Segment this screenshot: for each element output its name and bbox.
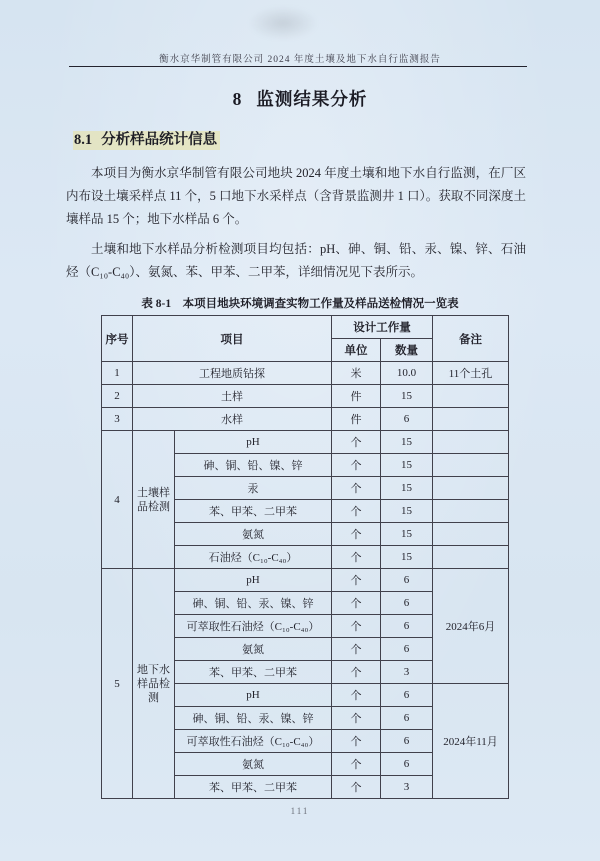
cell-param: 可萃取性石油烃（C₁₀-C₄₀）	[175, 615, 332, 638]
cell-unit: 米	[332, 362, 381, 385]
cell-remark	[433, 500, 509, 523]
cell-param: 苯、甲苯、二甲苯	[175, 661, 332, 684]
table-row	[102, 385, 509, 408]
cell-category-groundwater: 地下水样品检测	[133, 569, 175, 799]
cell-unit: 个	[332, 615, 381, 638]
header-design-workload: 设计工作量	[332, 316, 433, 339]
table-row	[102, 408, 509, 431]
cell-seq: 1	[102, 362, 133, 385]
cell-remark	[433, 431, 509, 454]
cell-param: 汞	[175, 477, 332, 500]
cell-qty: 15	[381, 546, 433, 569]
cell-remark	[433, 523, 509, 546]
cell-param: 可萃取性石油烃（C₁₀-C₄₀）	[175, 730, 332, 753]
cell-seq: 2	[102, 385, 133, 408]
header-qty: 数量	[381, 339, 433, 362]
cell-param: 砷、铜、铅、汞、镍、锌	[175, 592, 332, 615]
cell-unit: 个	[332, 753, 381, 776]
cell-unit: 个	[332, 454, 381, 477]
cell-unit: 个	[332, 569, 381, 592]
cell-unit: 件	[332, 408, 381, 431]
cell-param: 砷、铜、铅、镍、锌	[175, 454, 332, 477]
cell-unit: 个	[332, 661, 381, 684]
cell-qty: 6	[381, 753, 433, 776]
cell-unit: 个	[332, 707, 381, 730]
cell-param: 氨氮	[175, 638, 332, 661]
cell-unit: 个	[332, 500, 381, 523]
running-header: 衡水京华制管有限公司 2024 年度土壤及地下水自行监测报告	[159, 55, 441, 65]
cell-qty: 15	[381, 500, 433, 523]
section-heading	[73, 128, 600, 149]
cell-param: 石油烃（C₁₀-C₄₀）	[175, 546, 332, 569]
paragraph-sampling-points: 本项目为衡水京华制管有限公司地块 2024 年度土壤和地下水自行监测，在厂区内布设土壤采样点 11 个，5 口地下水采样点（含背景监测井 1 口）。获取不同深度土壤样品 15 个；地下水样品 6 个。	[66, 166, 526, 226]
header-remark: 备注	[433, 316, 509, 362]
cell-unit: 件	[332, 385, 381, 408]
cell-seq-group5: 5	[102, 569, 133, 799]
cell-unit: 个	[332, 730, 381, 753]
cell-qty: 6	[381, 638, 433, 661]
cell-qty: 15	[381, 454, 433, 477]
cell-param: 氨氮	[175, 753, 332, 776]
cell-qty: 15	[381, 477, 433, 500]
cell-category-soil: 土壤样品检测	[133, 431, 175, 569]
cell-qty: 6	[381, 569, 433, 592]
cell-remark-june: 2024年6月	[433, 569, 509, 684]
header-item: 项目	[133, 316, 332, 362]
cell-param: 砷、铜、铅、汞、镍、锌	[175, 707, 332, 730]
cell-param: pH	[175, 569, 332, 592]
cell-param: 氨氮	[175, 523, 332, 546]
table-row	[102, 569, 509, 592]
cell-unit: 个	[332, 776, 381, 799]
cell-unit: 个	[332, 477, 381, 500]
workload-table	[101, 315, 509, 799]
section-number: 8.1	[74, 132, 93, 148]
cell-qty: 15	[381, 523, 433, 546]
chapter-title	[0, 86, 600, 111]
header-unit: 单位	[332, 339, 381, 362]
table-header-row-1	[102, 316, 509, 339]
cell-remark	[433, 477, 509, 500]
cell-qty: 6	[381, 684, 433, 707]
cell-param: pH	[175, 684, 332, 707]
cell-remark	[433, 454, 509, 477]
table-caption: 表 8-1 本项目地块环境调查实物工作量及样品送检情况一览表	[141, 298, 459, 310]
cell-unit: 个	[332, 523, 381, 546]
cell-qty: 3	[381, 661, 433, 684]
section-highlight	[73, 131, 220, 150]
cell-unit: 个	[332, 592, 381, 615]
cell-item: 工程地质钻探	[133, 362, 332, 385]
cell-unit: 个	[332, 638, 381, 661]
cell-qty: 6	[381, 730, 433, 753]
cell-remark	[433, 546, 509, 569]
cell-remark	[433, 408, 509, 431]
cell-unit: 个	[332, 431, 381, 454]
cell-seq-group4: 4	[102, 431, 133, 569]
cell-qty: 6	[381, 592, 433, 615]
cell-remark: 11个土孔	[433, 362, 509, 385]
page-number: 111	[290, 806, 310, 816]
cell-param: 苯、甲苯、二甲苯	[175, 776, 332, 799]
cell-qty: 15	[381, 385, 433, 408]
cell-param: pH	[175, 431, 332, 454]
cell-qty: 6	[381, 707, 433, 730]
cell-qty: 15	[381, 431, 433, 454]
cell-qty: 3	[381, 776, 433, 799]
cell-qty: 10.0	[381, 362, 433, 385]
paragraph-analysis-items: 土壤和地下水样品分析检测项目均包括：pH、砷、铜、铅、汞、镍、锌、石油烃（C₁₀-C₄₀）、氨氮、苯、甲苯、二甲苯，详细情况见下表所示。	[66, 242, 526, 279]
chapter-title-text: 监测结果分析	[256, 89, 368, 109]
table-row	[102, 431, 509, 454]
header-seq: 序号	[102, 316, 133, 362]
cell-qty: 6	[381, 615, 433, 638]
cell-remark-november: 2024年11月	[433, 684, 509, 799]
cell-unit: 个	[332, 546, 381, 569]
table-row	[102, 362, 509, 385]
chapter-number: 8	[232, 89, 243, 109]
cell-item: 土样	[133, 385, 332, 408]
cell-remark	[433, 385, 509, 408]
cell-qty: 6	[381, 408, 433, 431]
section-title-text: 分析样品统计信息	[101, 132, 218, 148]
cell-item: 水样	[133, 408, 332, 431]
cell-unit: 个	[332, 684, 381, 707]
cell-param: 苯、甲苯、二甲苯	[175, 500, 332, 523]
cell-seq: 3	[102, 408, 133, 431]
